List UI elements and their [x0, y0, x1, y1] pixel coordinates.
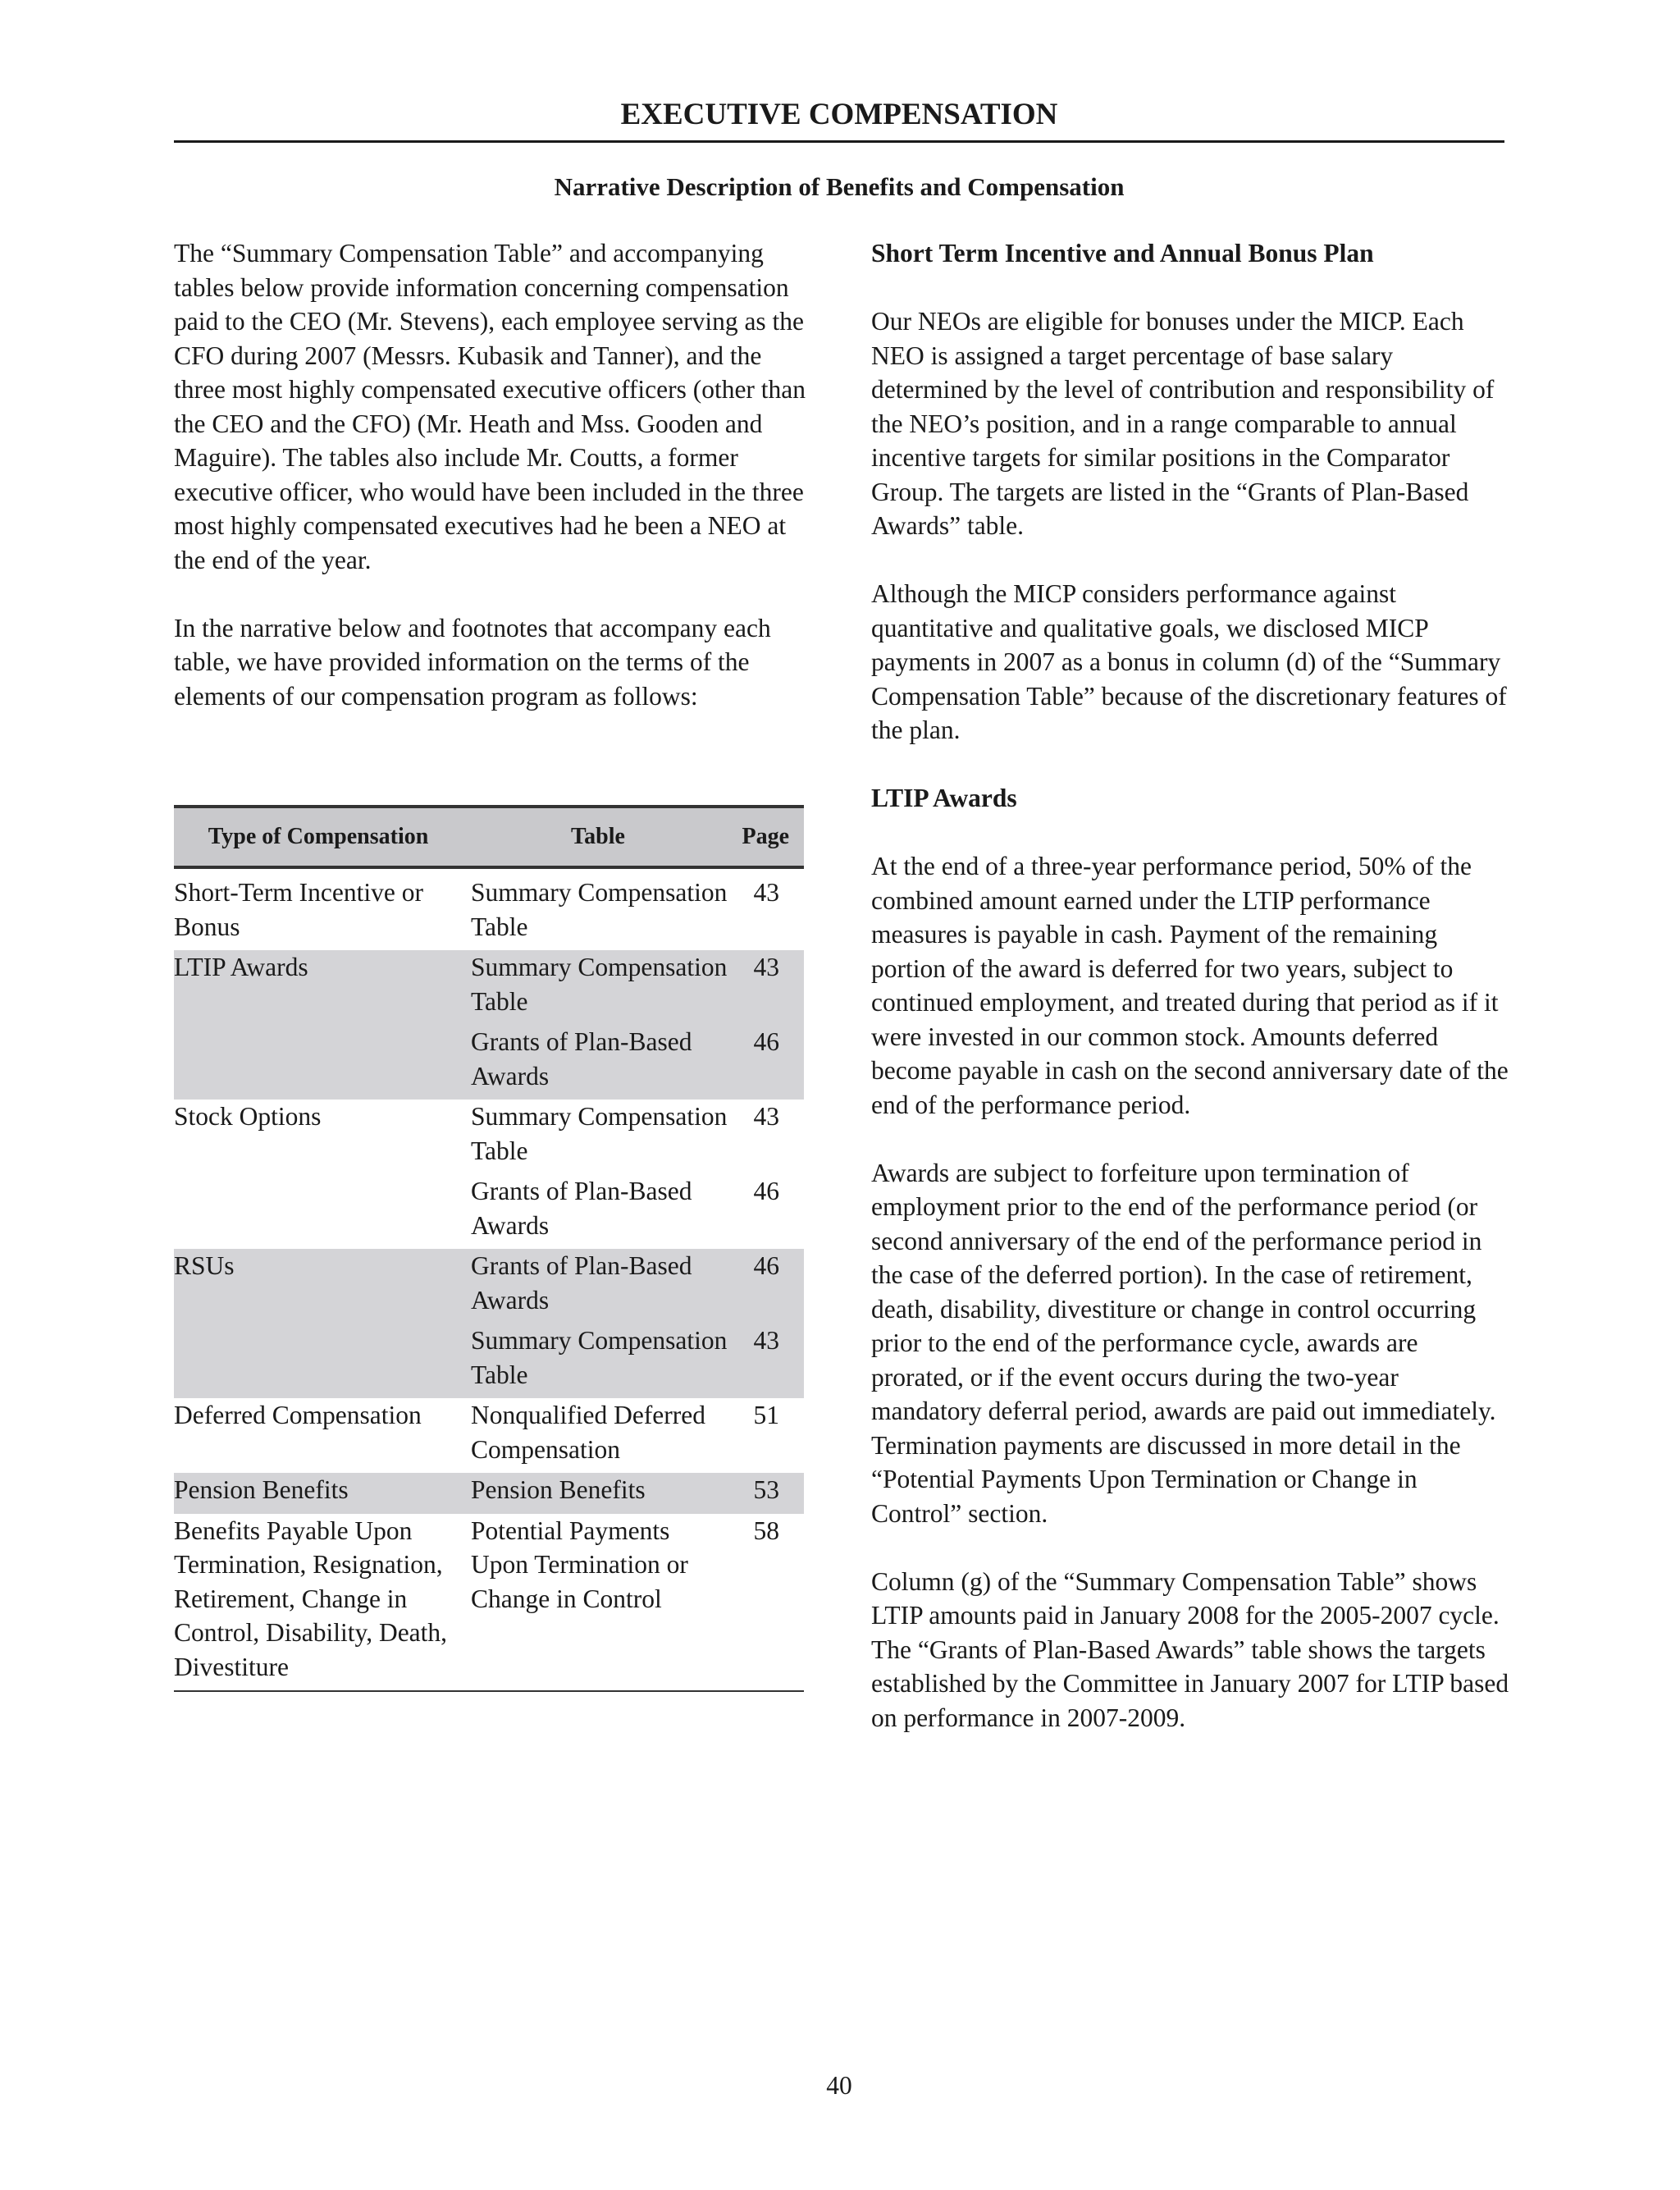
compensation-table: [174, 805, 804, 1692]
page-number: 40: [826, 2071, 852, 2100]
bonus-plan-paragraph: Our NEOs are eligible for bonuses under the MICP. Each NEO is assigned a target percentage of base salary determined by the level of contribution and responsibility of the NEO’s position, and in a range comparable to annual incentive targets for similar positions in the Comparator Group. The targets are listed in the “Grants of Plan-Based Awards” table.: [871, 307, 1495, 540]
title-rule: [174, 140, 1504, 143]
cell-table: Summary Compensation Table: [463, 950, 733, 1025]
table-row: [174, 1249, 804, 1324]
section-title: Narrative Description of Benefits and Compensation: [554, 172, 1125, 201]
cell-page: 43: [753, 1102, 779, 1131]
cell-type: [174, 1324, 463, 1398]
cell-table: Potential Payments Upon Termination or Change in Control: [463, 1514, 733, 1692]
cell-page: 43: [733, 950, 804, 1025]
cell-page: 51: [753, 1401, 779, 1429]
cell-table: Nonqualified Deferred Compensation: [471, 1401, 705, 1464]
cell-type: [174, 1025, 463, 1100]
table-row: [174, 1398, 804, 1473]
narrative-paragraph: In the narrative below and footnotes that accompany each table, we have provided information on the terms of the elements of our compensation program as follows:: [174, 613, 771, 711]
cell-type: Stock Options: [174, 1102, 322, 1131]
table-row: [174, 1100, 804, 1174]
cell-table: Pension Benefits: [463, 1473, 733, 1514]
cell-table: Grants of Plan-Based Awards: [463, 1249, 733, 1324]
table-row: [174, 1514, 804, 1692]
cell-page: 46: [733, 1249, 804, 1324]
cell-type: Benefits Payable Upon Termination, Resignation, Retirement, Change in Control, Disability, Death, Divestiture: [174, 1514, 463, 1692]
header-type: Type of Compensation: [174, 807, 463, 867]
table-row: [174, 1025, 804, 1100]
cell-type: [174, 1174, 463, 1249]
cell-page: 53: [733, 1473, 804, 1514]
cell-page: 43: [733, 1324, 804, 1398]
forfeiture-paragraph: Awards are subject to forfeiture upon termination of employment prior to the end of the performance period (or second anniversary of the end of the performance period in the case of the deferred portion). In the case of retirement, death, disability, divestiture or change in control occurring prior to the end of the performance cycle, awards are prorated, or if the event occurs during the two-year mandatory deferral period, awards are paid out immediately. Termination payments are discussed in more detail in the “Potential Payments Upon Termination or Change in Control” section.: [871, 1158, 1496, 1528]
cell-table: Summary Compensation Table: [463, 1324, 733, 1398]
page-title: EXECUTIVE COMPENSATION: [620, 98, 1058, 131]
intro-paragraph: The “Summary Compensation Table” and accompanying tables below provide information concerning compensation paid to the CEO (Mr. Stevens), each employee serving as the CFO during 2007 (Messrs. Kubasik and Tanner), and the three most highly compensated executive officers (other than the CEO and the CFO) (Mr. Heath and Mss. Gooden and Maguire). The tables also include Mr. Coutts, a former executive officer, who would have been included in the three most highly compensated executives had he been a NEO at the end of the year.: [174, 239, 806, 574]
column-g-paragraph: Column (g) of the “Summary Compensation Table” shows LTIP amounts paid in January 2008 for the 2005-2007 cycle. The “Grants of Plan-Based Awards” table shows the targets established by the Committee in January 2007 for LTIP based on performance in 2007-2009.: [871, 1566, 1509, 1732]
left-column: [174, 236, 814, 748]
cell-table: Grants of Plan-Based Awards: [463, 1025, 733, 1100]
ltip-paragraph: At the end of a three-year performance period, 50% of the combined amount earned under the LTIP performance measures is payable in cash. Payment of the remaining portion of the award is deferred for two years, subject to continued employment, and treated during that period as if it were invested in our common stock. Amounts deferred become payable in cash on the second anniversary date of the end of the performance period.: [871, 852, 1509, 1119]
cell-page: 46: [753, 1177, 779, 1205]
bonus-plan-heading: Short Term Incentive and Annual Bonus Plan: [871, 239, 1374, 267]
table-row: [174, 1473, 804, 1514]
table-row: [174, 1324, 804, 1398]
cell-type: LTIP Awards: [174, 950, 463, 1025]
cell-page: 43: [753, 878, 779, 907]
table-row: [174, 1174, 804, 1249]
cell-table: Grants of Plan-Based Awards: [471, 1177, 692, 1240]
cell-type: RSUs: [174, 1249, 463, 1324]
header-table: Table: [463, 807, 733, 867]
cell-type: Short-Term Incentive or Bonus: [174, 878, 423, 941]
table-row: [174, 867, 804, 950]
cell-table: Summary Compensation Table: [471, 878, 728, 941]
cell-page: 58: [733, 1514, 804, 1692]
cell-type: Deferred Compensation: [174, 1401, 422, 1429]
table-header-row: [174, 807, 804, 867]
cell-table: Summary Compensation Table: [471, 1102, 728, 1165]
ltip-heading: LTIP Awards: [871, 784, 1017, 812]
micp-paragraph: Although the MICP considers performance against quantitative and qualitative goals, we disclosed MICP payments in 2007 as a bonus in column (d) of the “Summary Compensation Table” because of the discretionary features of the plan.: [871, 579, 1507, 744]
cell-page: 46: [733, 1025, 804, 1100]
cell-type: Pension Benefits: [174, 1473, 463, 1514]
table-row: [174, 950, 804, 1025]
right-column: [871, 236, 1511, 1769]
header-page: Page: [733, 807, 804, 867]
